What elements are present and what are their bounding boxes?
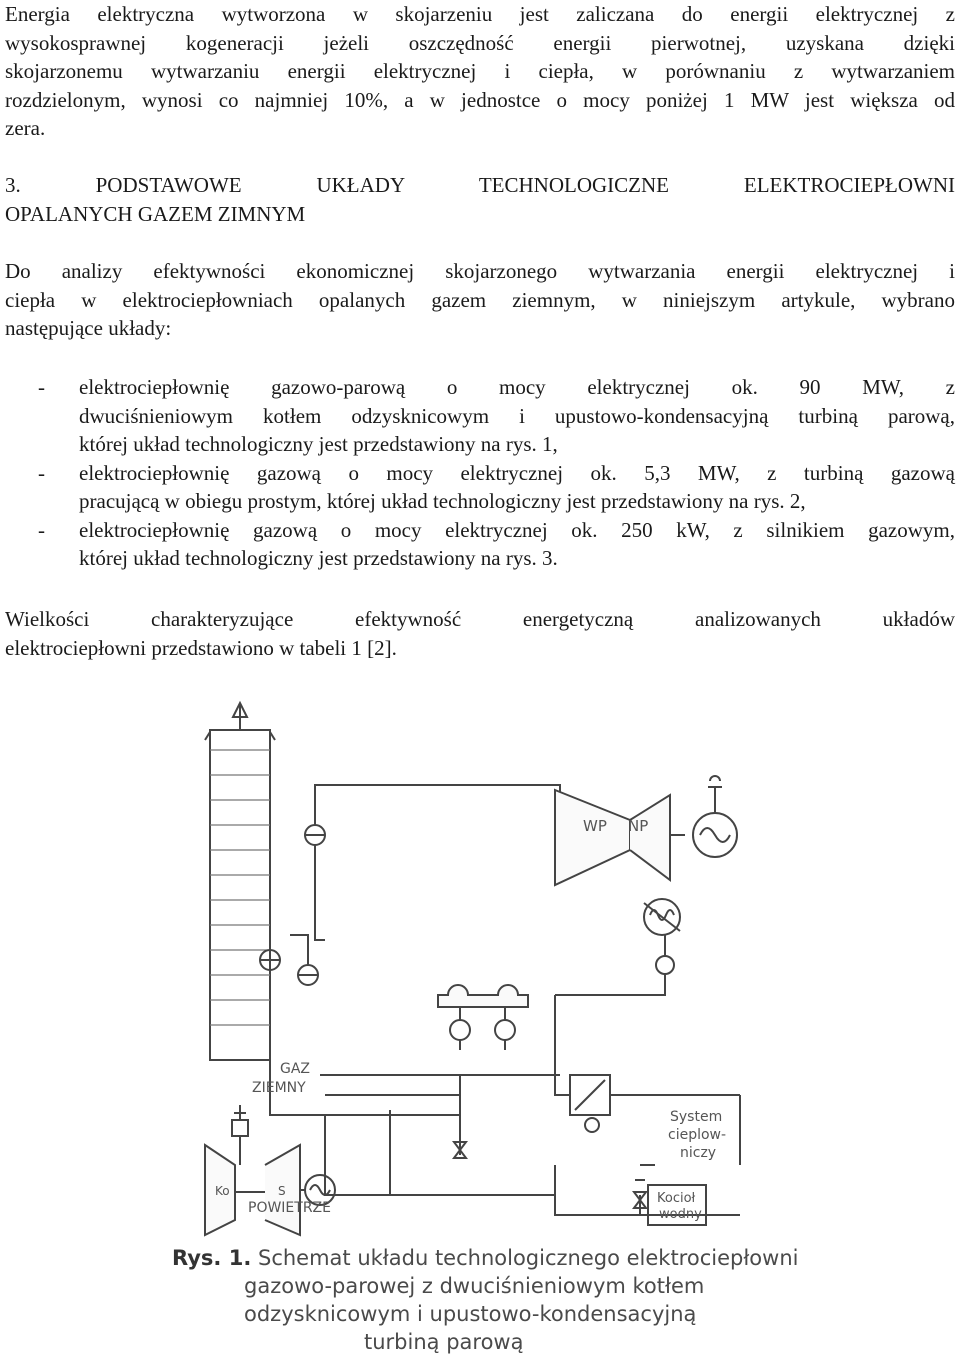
analysis-line: następujące układy: — [5, 316, 172, 340]
caption-line1: Schemat układu technologicznego elektrociepłowni — [257, 1246, 799, 1270]
intro-line: wysokosprawnej kogeneracji jeżeli oszczędność energii pierwotnej, uzyskana dzięki — [5, 30, 955, 55]
intro-paragraph — [5, 0, 955, 143]
caption-line — [172, 1244, 812, 1272]
heater-pump-icon — [585, 1118, 599, 1132]
section-heading — [5, 171, 955, 228]
label-system-line3: niczy — [680, 1145, 717, 1161]
hrsg-boiler — [210, 730, 270, 1060]
label-gas-line2: ZIEMNY — [252, 1080, 306, 1096]
caption-line3: odzysknicowym i upustowo-kondensacyjną — [244, 1302, 697, 1326]
summary-paragraph — [5, 605, 955, 662]
condensate-pump-icon — [656, 956, 674, 974]
list-item-line: której układ technologiczny jest przedstawiony na rys. 3. — [79, 546, 558, 570]
deaerator-tank — [438, 985, 528, 1007]
section-heading-line: OPALANYCH GAZEM ZIMNYM — [5, 201, 306, 226]
list-dash: - — [38, 375, 45, 399]
list-item-line: elektrociepłownię gazową o mocy elektrycznej ok. 5,3 MW, z turbiną gazową — [79, 460, 955, 485]
steam-turbine-lp — [630, 795, 670, 880]
list-item-line: elektrociepłownię gazowo-parową o mocy elektrycznej ok. 90 MW, z — [79, 375, 955, 399]
process-diagram-svg — [160, 695, 960, 1255]
process-diagram — [160, 695, 960, 1255]
steam-turbine-hp — [555, 790, 630, 885]
caption-label: Rys. 1. — [172, 1246, 252, 1270]
combustion-chamber — [232, 1120, 248, 1136]
analysis-paragraph — [5, 257, 955, 343]
intro-line: rozdzielonym, wynosi co najmniej 10%, a w jednostce o mocy poniżej 1 MW jest większa od — [5, 87, 955, 112]
label-turbine: S — [278, 1184, 286, 1198]
intro-line: zera. — [5, 116, 46, 140]
analysis-line: ciepła w elektrociepłowniach opalanych gazem ziemnym, w niniejszym artykule, wybrano — [5, 287, 955, 312]
label-air: POWIETRZE — [248, 1200, 331, 1216]
feed-pump-right-icon — [495, 1020, 515, 1040]
list-dash: - — [38, 517, 45, 542]
list-item-line: elektrociepłownię gazową o mocy elektrycznej ok. 250 kW, z silnikiem gazowym, — [79, 517, 955, 542]
list-item — [5, 516, 955, 573]
list-item — [5, 459, 955, 516]
list-item-line: pracującą w obiegu prostym, której układ technologiczny jest przedstawiony na rys. 2, — [79, 489, 806, 513]
caption-line2: gazowo-parowej z dwuciśnieniowym kotłem — [244, 1274, 705, 1298]
plant-list — [5, 373, 955, 573]
intro-line: Energia elektryczna wytworzona w skojarzeniu jest zaliczana do energii elektrycznej z — [5, 2, 955, 26]
label-wp: WP — [583, 817, 607, 835]
list-item-line: dwuciśnieniowym kotłem odzysknicowym i upustowo-kondensacyjną turbiną parową, — [79, 403, 955, 428]
list-item — [5, 373, 955, 459]
label-system-line1: System — [670, 1109, 723, 1125]
figure-caption — [172, 1244, 812, 1356]
feed-pump-left-icon — [450, 1020, 470, 1040]
label-np: NP — [628, 817, 649, 835]
stack-arrow-icon — [233, 703, 247, 730]
caption-line4: turbiną parową — [364, 1330, 524, 1354]
list-item-line: której układ technologiczny jest przedstawiony na rys. 1, — [79, 432, 558, 456]
label-gas-line1: GAZ — [280, 1061, 311, 1077]
label-system-line2: cieplow- — [668, 1127, 727, 1143]
analysis-line: Do analizy efektywności ekonomicznej skojarzonego wytwarzania energii elektrycznej i — [5, 259, 955, 283]
label-boiler-line2: wodny — [659, 1207, 702, 1222]
list-dash: - — [38, 460, 45, 485]
label-compressor: Ko — [215, 1184, 230, 1198]
summary-line: elektrociepłowni przedstawiono w tabeli 1 [2]. — [5, 635, 397, 660]
section-heading-line: 3. PODSTAWOWE UKŁADY TECHNOLOGICZNE ELEKTROCIEPŁOWNI — [5, 173, 955, 197]
label-boiler-line1: Kocioł — [657, 1191, 696, 1206]
summary-line: Wielkości charakteryzujące efektywność energetyczną analizowanych układów — [5, 607, 955, 631]
intro-line: skojarzonemu wytwarzaniu energii elektrycznej i ciepła, w porównaniu z wytwarzaniem — [5, 59, 955, 83]
